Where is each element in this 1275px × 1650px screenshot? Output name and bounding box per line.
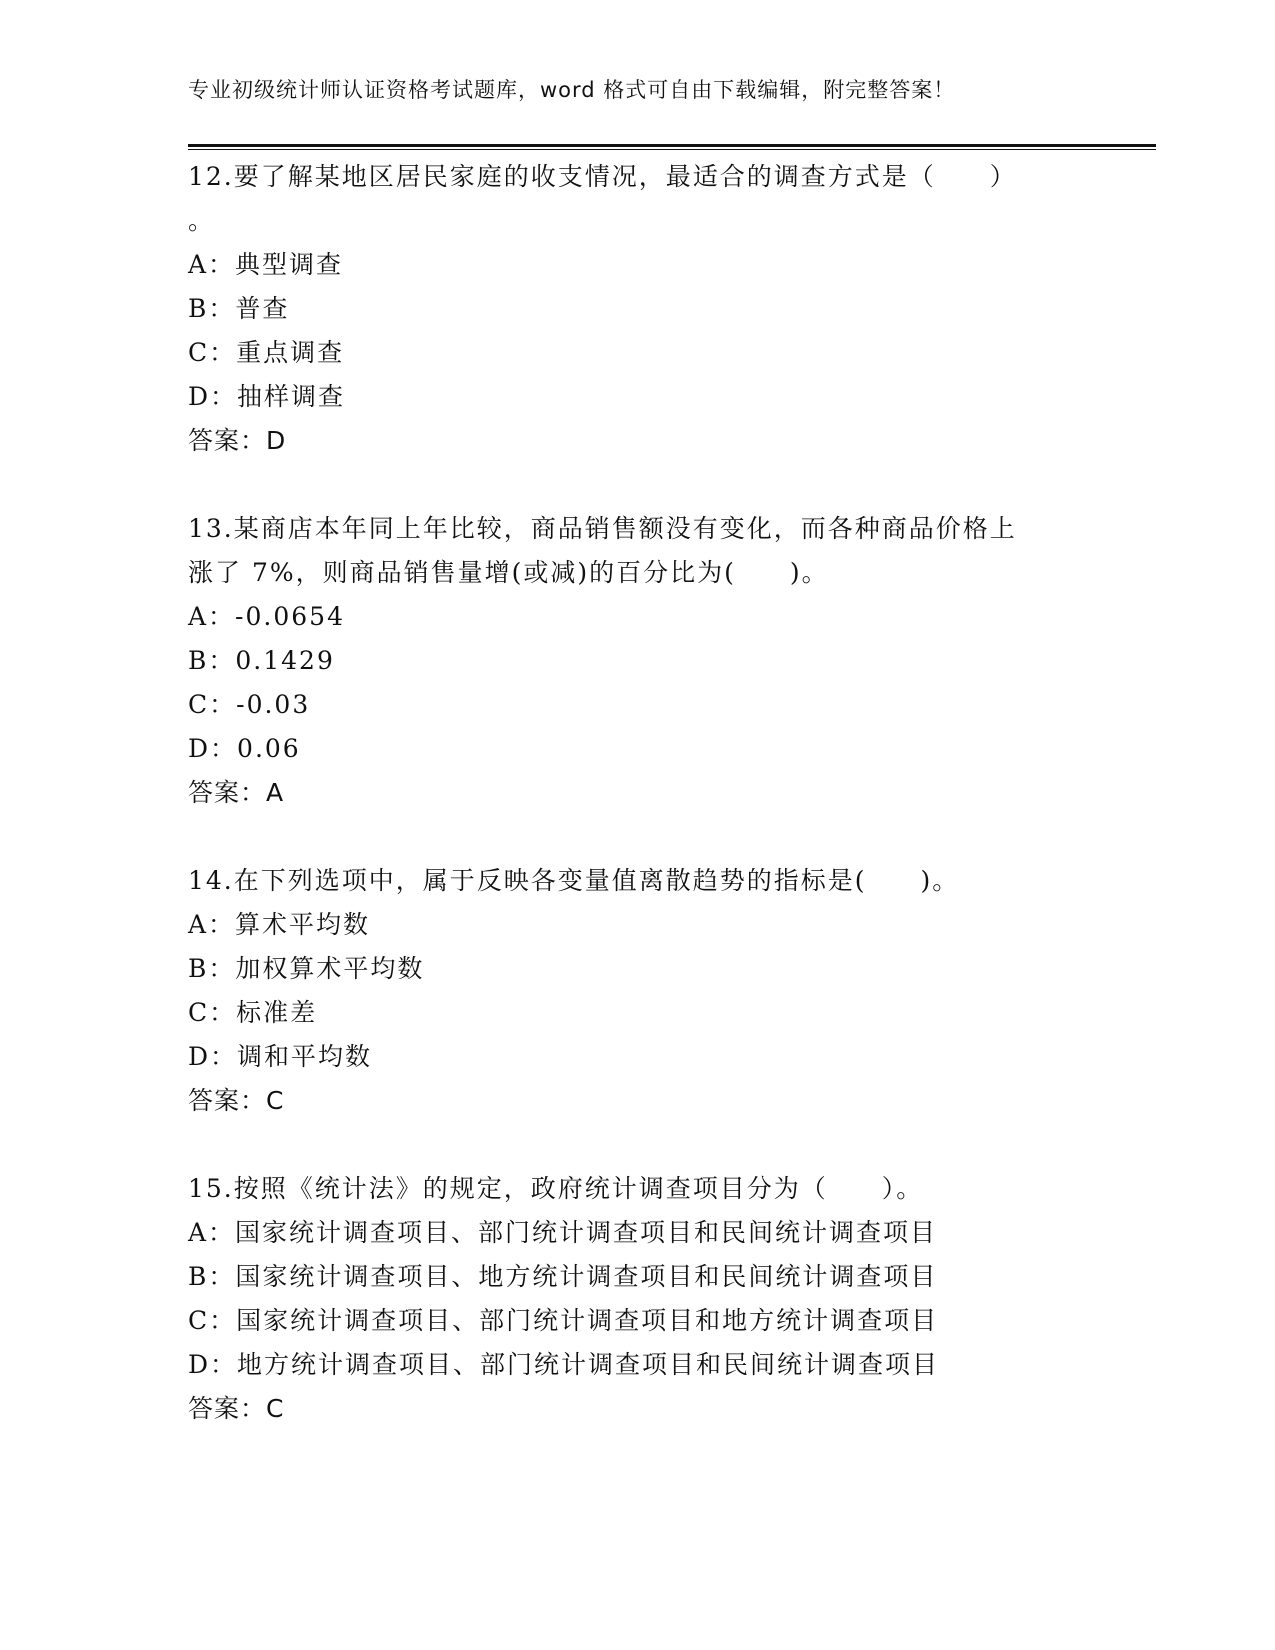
question-13-option-b: B：0.1429 xyxy=(188,646,335,675)
question-13-stem-line-2: 涨了 7%，则商品销售量增(或减)的百分比为( )。 xyxy=(188,558,829,587)
header-rule-thin xyxy=(188,149,1156,150)
question-13-option-a: A：-0.0654 xyxy=(188,602,345,631)
question-12-stem-line-1: 12.要了解某地区居民家庭的收支情况，最适合的调查方式是（ ） xyxy=(188,162,1017,191)
question-13-stem-line-1: 13.某商店本年同上年比较，商品销售额没有变化，而各种商品价格上 xyxy=(188,514,1017,543)
question-13-option-d: D：0.06 xyxy=(188,734,301,763)
question-15-option-b: B：国家统计调查项目、地方统计调查项目和民间统计调查项目 xyxy=(188,1262,938,1291)
question-14-answer: 答案：C xyxy=(188,1086,285,1115)
question-12-option-a: A：典型调查 xyxy=(188,250,344,279)
header-rule-thick xyxy=(188,144,1156,147)
question-15-option-c: C：国家统计调查项目、部门统计调查项目和地方统计调查项目 xyxy=(188,1306,939,1335)
question-12-answer: 答案：D xyxy=(188,426,287,455)
question-13-option-c: C：-0.03 xyxy=(188,690,311,719)
question-14-option-b: B：加权算术平均数 xyxy=(188,954,425,983)
question-12-option-c: C：重点调查 xyxy=(188,338,345,367)
question-14-stem-line-1: 14.在下列选项中，属于反映各变量值离散趋势的指标是( )。 xyxy=(188,866,960,895)
question-15-option-a: A：国家统计调查项目、部门统计调查项目和民间统计调查项目 xyxy=(188,1218,938,1247)
question-12-stem-line-2: 。 xyxy=(188,206,216,235)
question-14-option-d: D：调和平均数 xyxy=(188,1042,373,1071)
question-14-option-a: A：算术平均数 xyxy=(188,910,371,939)
question-14-option-c: C：标准差 xyxy=(188,998,318,1027)
question-15-answer: 答案：C xyxy=(188,1394,285,1423)
question-13-answer: 答案：A xyxy=(188,778,285,807)
question-15-stem-line-1: 15.按照《统计法》的规定，政府统计调查项目分为（ ）。 xyxy=(188,1174,924,1203)
question-12-option-d: D：抽样调查 xyxy=(188,382,346,411)
question-15-option-d: D：地方统计调查项目、部门统计调查项目和民间统计调查项目 xyxy=(188,1350,940,1379)
question-12-option-b: B：普查 xyxy=(188,294,290,323)
page-header: 专业初级统计师认证资格考试题库，word 格式可自由下载编辑，附完整答案！ xyxy=(188,78,956,102)
